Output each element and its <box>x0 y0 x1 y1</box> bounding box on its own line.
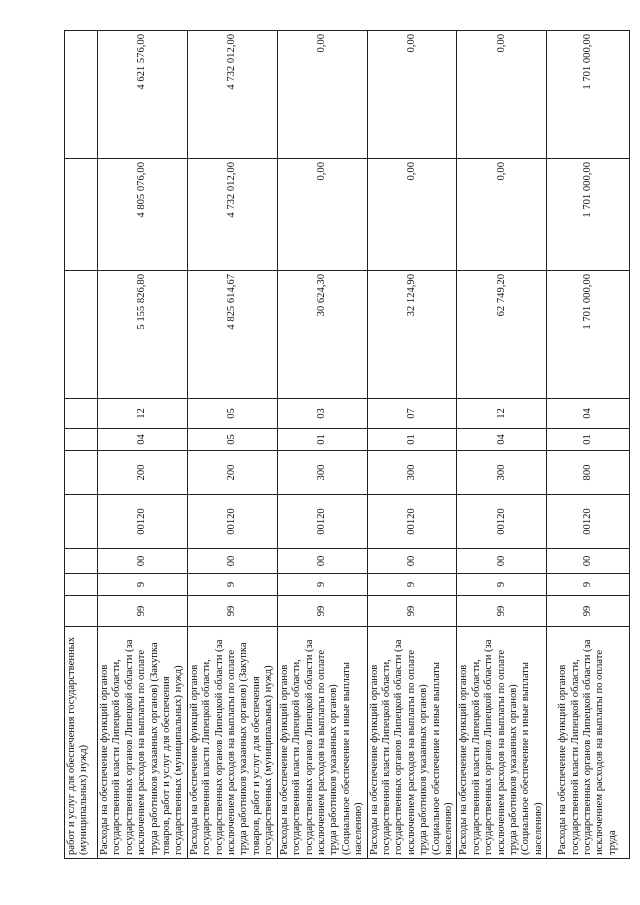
cell-main-event-code: 00 <box>547 549 630 574</box>
cell-empty <box>65 159 98 271</box>
cell-empty <box>65 596 98 627</box>
cell-program-code: 99 <box>98 596 188 627</box>
cell-empty <box>65 31 98 159</box>
cell-empty <box>65 429 98 451</box>
table-row <box>367 31 457 859</box>
cell-main-event-code: 00 <box>277 549 367 574</box>
cell-sum-year-1: 30 624,30 <box>277 271 367 399</box>
cell-subsection: 04 <box>547 399 630 429</box>
table-row <box>457 31 547 859</box>
cell-expense-type: 300 <box>457 451 547 495</box>
cell-expense-type: 200 <box>187 451 277 495</box>
cell-expense-type: 800 <box>547 451 630 495</box>
cell-main-event-code: 00 <box>187 549 277 574</box>
cell-direction-code: 00120 <box>187 495 277 549</box>
cell-direction-code: 00120 <box>277 495 367 549</box>
cell-sum-year-3: 4 621 576,00 <box>98 31 188 159</box>
cell-sum-year-1: 62 749,20 <box>457 271 547 399</box>
rotated-table-container <box>64 31 618 859</box>
table-row <box>547 31 630 859</box>
table-row <box>187 31 277 859</box>
cell-section: 01 <box>547 429 630 451</box>
cell-sum-year-1: 4 825 614,67 <box>187 271 277 399</box>
cell-name: Расходы на обеспечение функций органов государственной власти Липецкой области, государственных органов Липецкой области (за исключением расходов на выплаты по оплате труда работников указанных органов) (Закупка товаров, работ и услуг для обеспечения государственных (муниципальных) нужд) <box>187 627 277 859</box>
cell-subprogram-code: 9 <box>277 574 367 596</box>
cell-sum-year-3: 0,00 <box>367 31 457 159</box>
cell-sum-year-3: 0,00 <box>277 31 367 159</box>
cell-sum-year-1: 32 124,90 <box>367 271 457 399</box>
cell-empty <box>65 451 98 495</box>
cell-empty <box>65 399 98 429</box>
cell-sum-year-3: 0,00 <box>457 31 547 159</box>
cell-direction-code: 00120 <box>367 495 457 549</box>
cell-empty <box>65 271 98 399</box>
cell-expense-type: 200 <box>98 451 188 495</box>
cell-program-code: 99 <box>277 596 367 627</box>
cell-sum-year-2: 0,00 <box>367 159 457 271</box>
cell-empty <box>65 495 98 549</box>
cell-subsection: 03 <box>277 399 367 429</box>
table-row <box>98 31 188 859</box>
cell-sum-year-2: 0,00 <box>277 159 367 271</box>
cell-name: Расходы на обеспечение функций органов государственной власти Липецкой области, государственных органов Липецкой области (за исключением расходов на выплаты по оплате труда работников указанных органов) (Социальное обеспечение и иные выплаты населению) <box>277 627 367 859</box>
budget-table <box>64 30 630 859</box>
cell-sum-year-2: 0,00 <box>457 159 547 271</box>
cell-subsection: 12 <box>98 399 188 429</box>
cell-sum-year-2: 1 701 000,00 <box>547 159 630 271</box>
cell-subprogram-code: 9 <box>547 574 630 596</box>
cell-section: 01 <box>277 429 367 451</box>
cell-main-event-code: 00 <box>367 549 457 574</box>
cell-expense-type: 300 <box>367 451 457 495</box>
cell-name: Расходы на обеспечение функций органов государственной власти Липецкой области, государственных органов Липецкой области (за исключением расходов на выплаты по оплате труда работников указанных органов) (Закупка товаров, работ и услуг для обеспечения государственных (муниципальных) нужд) <box>98 627 188 859</box>
cell-sum-year-2: 4 732 012,00 <box>187 159 277 271</box>
cell-section: 01 <box>367 429 457 451</box>
cell-program-code: 99 <box>367 596 457 627</box>
cell-subprogram-code: 9 <box>367 574 457 596</box>
cell-main-event-code: 00 <box>98 549 188 574</box>
cell-empty <box>65 549 98 574</box>
cell-empty <box>65 574 98 596</box>
cell-name: Расходы на обеспечение функций органов государственной власти Липецкой области, государственных органов Липецкой области (за исключением расходов на выплаты по оплате труда <box>547 627 630 859</box>
table-row-continuation <box>65 31 98 859</box>
cell-name: работ и услуг для обеспечения государственных (муниципальных) нужд) <box>65 627 98 859</box>
cell-direction-code: 00120 <box>547 495 630 549</box>
cell-direction-code: 00120 <box>98 495 188 549</box>
cell-main-event-code: 00 <box>457 549 547 574</box>
cell-name: Расходы на обеспечение функций органов государственной власти Липецкой области, государственных органов Липецкой области (за исключением расходов на выплаты по оплате труда работников указанных органов) (Социальное обеспечение и иные выплаты населению) <box>367 627 457 859</box>
cell-subprogram-code: 9 <box>187 574 277 596</box>
cell-sum-year-3: 1 701 000,00 <box>547 31 630 159</box>
table-row <box>277 31 367 859</box>
cell-expense-type: 300 <box>277 451 367 495</box>
cell-sum-year-2: 4 805 076,00 <box>98 159 188 271</box>
cell-section: 05 <box>187 429 277 451</box>
cell-subprogram-code: 9 <box>98 574 188 596</box>
cell-program-code: 99 <box>547 596 630 627</box>
cell-sum-year-1: 1 701 000,00 <box>547 271 630 399</box>
cell-subsection: 05 <box>187 399 277 429</box>
cell-sum-year-3: 4 732 012,00 <box>187 31 277 159</box>
cell-section: 04 <box>98 429 188 451</box>
cell-name: Расходы на обеспечение функций органов государственной власти Липецкой области, государственных органов Липецкой области (за исключением расходов на выплаты по оплате труда работников указанных органов) (Социальное обеспечение и иные выплаты населению) <box>457 627 547 859</box>
cell-subprogram-code: 9 <box>457 574 547 596</box>
cell-section: 04 <box>457 429 547 451</box>
cell-program-code: 99 <box>187 596 277 627</box>
cell-program-code: 99 <box>457 596 547 627</box>
cell-subsection: 07 <box>367 399 457 429</box>
cell-subsection: 12 <box>457 399 547 429</box>
cell-sum-year-1: 5 155 826,80 <box>98 271 188 399</box>
cell-direction-code: 00120 <box>457 495 547 549</box>
